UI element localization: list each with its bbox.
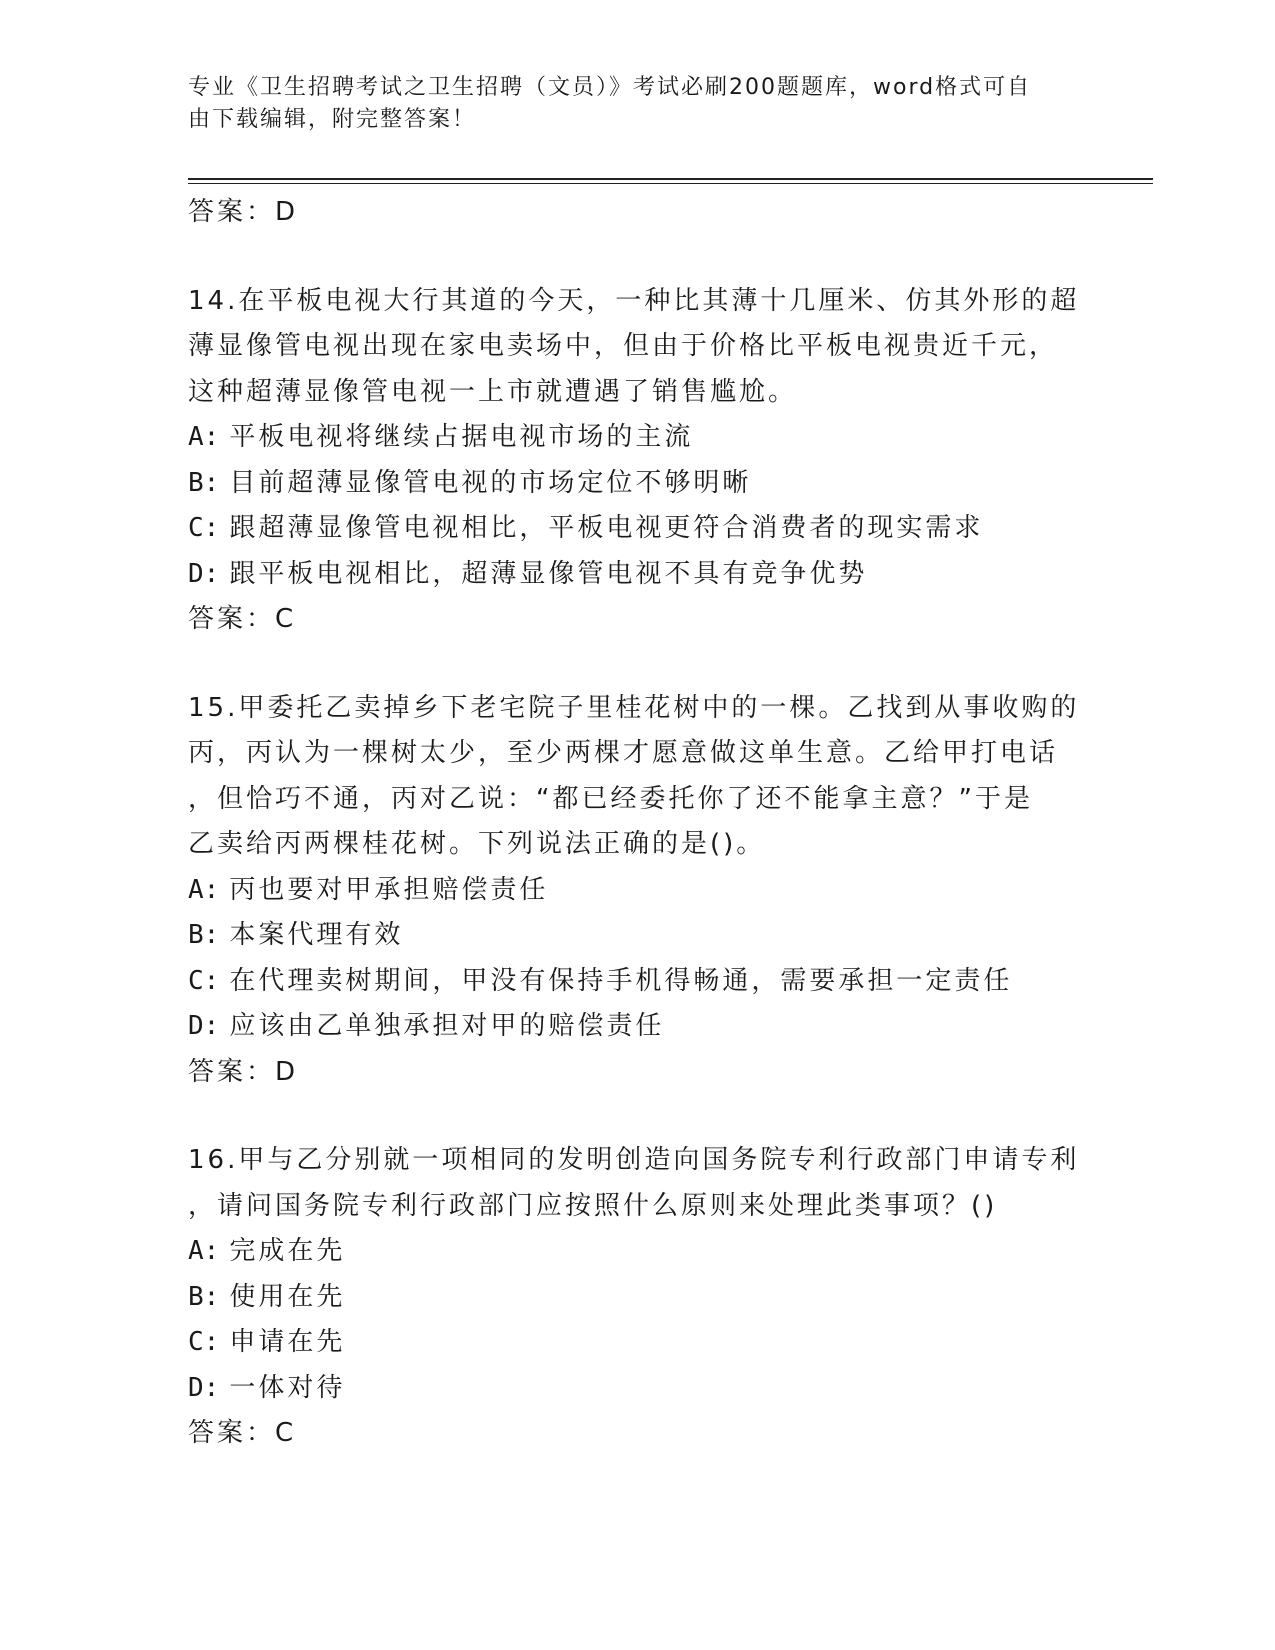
option-d [188, 1004, 1088, 1050]
option-letter: A: [188, 874, 220, 905]
previous-answer: 答案：D [188, 197, 299, 227]
option-text: 使用在先 [229, 1281, 346, 1312]
option-text: 跟超薄显像管电视相比，平板电视更符合消费者的现实需求 [229, 513, 984, 543]
option-letter: A: [188, 1236, 220, 1266]
option-letter: B: [188, 1281, 220, 1312]
option-text: 平板电视将继续占据电视市场的主流 [229, 422, 694, 452]
question-stem-line: ，请问国务院专利行政部门应按照什么原则来处理此类事项？() [188, 1190, 998, 1221]
option-text: 完成在先 [229, 1236, 346, 1266]
header-divider-thick [188, 178, 1153, 180]
question-list [188, 190, 1088, 1457]
option-text: 申请在先 [229, 1327, 346, 1357]
option-b [188, 1275, 1088, 1321]
option-d [188, 1366, 1088, 1412]
option-text: 目前超薄显像管电视的市场定位不够明晰 [229, 467, 752, 498]
option-b [188, 913, 1088, 959]
option-a [188, 415, 1088, 461]
question-15 [188, 686, 1088, 1096]
option-letter: C: [188, 513, 220, 543]
answer-line: 答案：D [188, 1056, 299, 1087]
question-stem-line: 乙卖给丙两棵桂花树。下列说法正确的是()。 [188, 829, 766, 859]
option-letter: C: [188, 1327, 220, 1357]
option-text: 在代理卖树期间，甲没有保持手机得畅通，需要承担一定责任 [229, 965, 1013, 996]
option-text: 应该由乙单独承担对甲的赔偿责任 [229, 1011, 665, 1041]
option-d [188, 552, 1088, 598]
option-c [188, 1320, 1088, 1366]
question-16 [188, 1138, 1088, 1457]
option-letter: D: [188, 1372, 220, 1403]
option-letter: D: [188, 558, 220, 589]
option-a [188, 1229, 1088, 1275]
header-divider-thin [188, 183, 1153, 184]
question-stem-line: 14.在平板电视大行其道的今天，一种比其薄十几厘米、仿其外形的超 [188, 285, 1080, 316]
option-a [188, 868, 1088, 914]
header-title-line-1: 专业《卫生招聘考试之卫生招聘（文员）》考试必刷200题题库，word格式可自 [188, 75, 1032, 100]
option-c [188, 959, 1088, 1005]
option-b [188, 461, 1088, 507]
question-stem-line: 薄显像管电视出现在家电卖场中，但由于价格比平板电视贵近千元， [188, 331, 1059, 361]
spacer [188, 1095, 1088, 1138]
option-text: 一体对待 [229, 1372, 346, 1403]
header-title-line-2: 由下载编辑，附完整答案！ [188, 107, 477, 132]
spacer [188, 643, 1088, 686]
option-text: 丙也要对甲承担赔偿责任 [229, 874, 549, 905]
question-stem-line: 15.甲委托乙卖掉乡下老宅院子里桂花树中的一棵。乙找到从事收购的 [188, 692, 1080, 723]
option-c [188, 506, 1088, 552]
option-letter: D: [188, 1011, 220, 1041]
answer-line: 答案：C [188, 604, 297, 634]
answer-line: 答案：C [188, 1418, 297, 1448]
question-stem-line: 丙，丙认为一棵树太少，至少两棵才愿意做这单生意。乙给甲打电话 [188, 738, 1059, 768]
option-letter: C: [188, 965, 220, 996]
question-14 [188, 279, 1088, 643]
question-stem-line: 这种超薄显像管电视一上市就遭遇了销售尴尬。 [188, 376, 798, 407]
option-letter: B: [188, 920, 220, 950]
question-stem-line: ，但恰巧不通，丙对乙说：“都已经委托你了还不能拿主意？”于是 [188, 783, 1033, 814]
option-text: 本案代理有效 [229, 920, 404, 950]
document-header [188, 72, 1068, 136]
option-letter: A: [188, 422, 220, 452]
spacer [188, 236, 1088, 279]
option-text: 跟平板电视相比，超薄显像管电视不具有竞争优势 [229, 558, 868, 589]
option-letter: B: [188, 467, 220, 498]
question-stem-line: 16.甲与乙分别就一项相同的发明创造向国务院专利行政部门申请专利 [188, 1145, 1080, 1175]
